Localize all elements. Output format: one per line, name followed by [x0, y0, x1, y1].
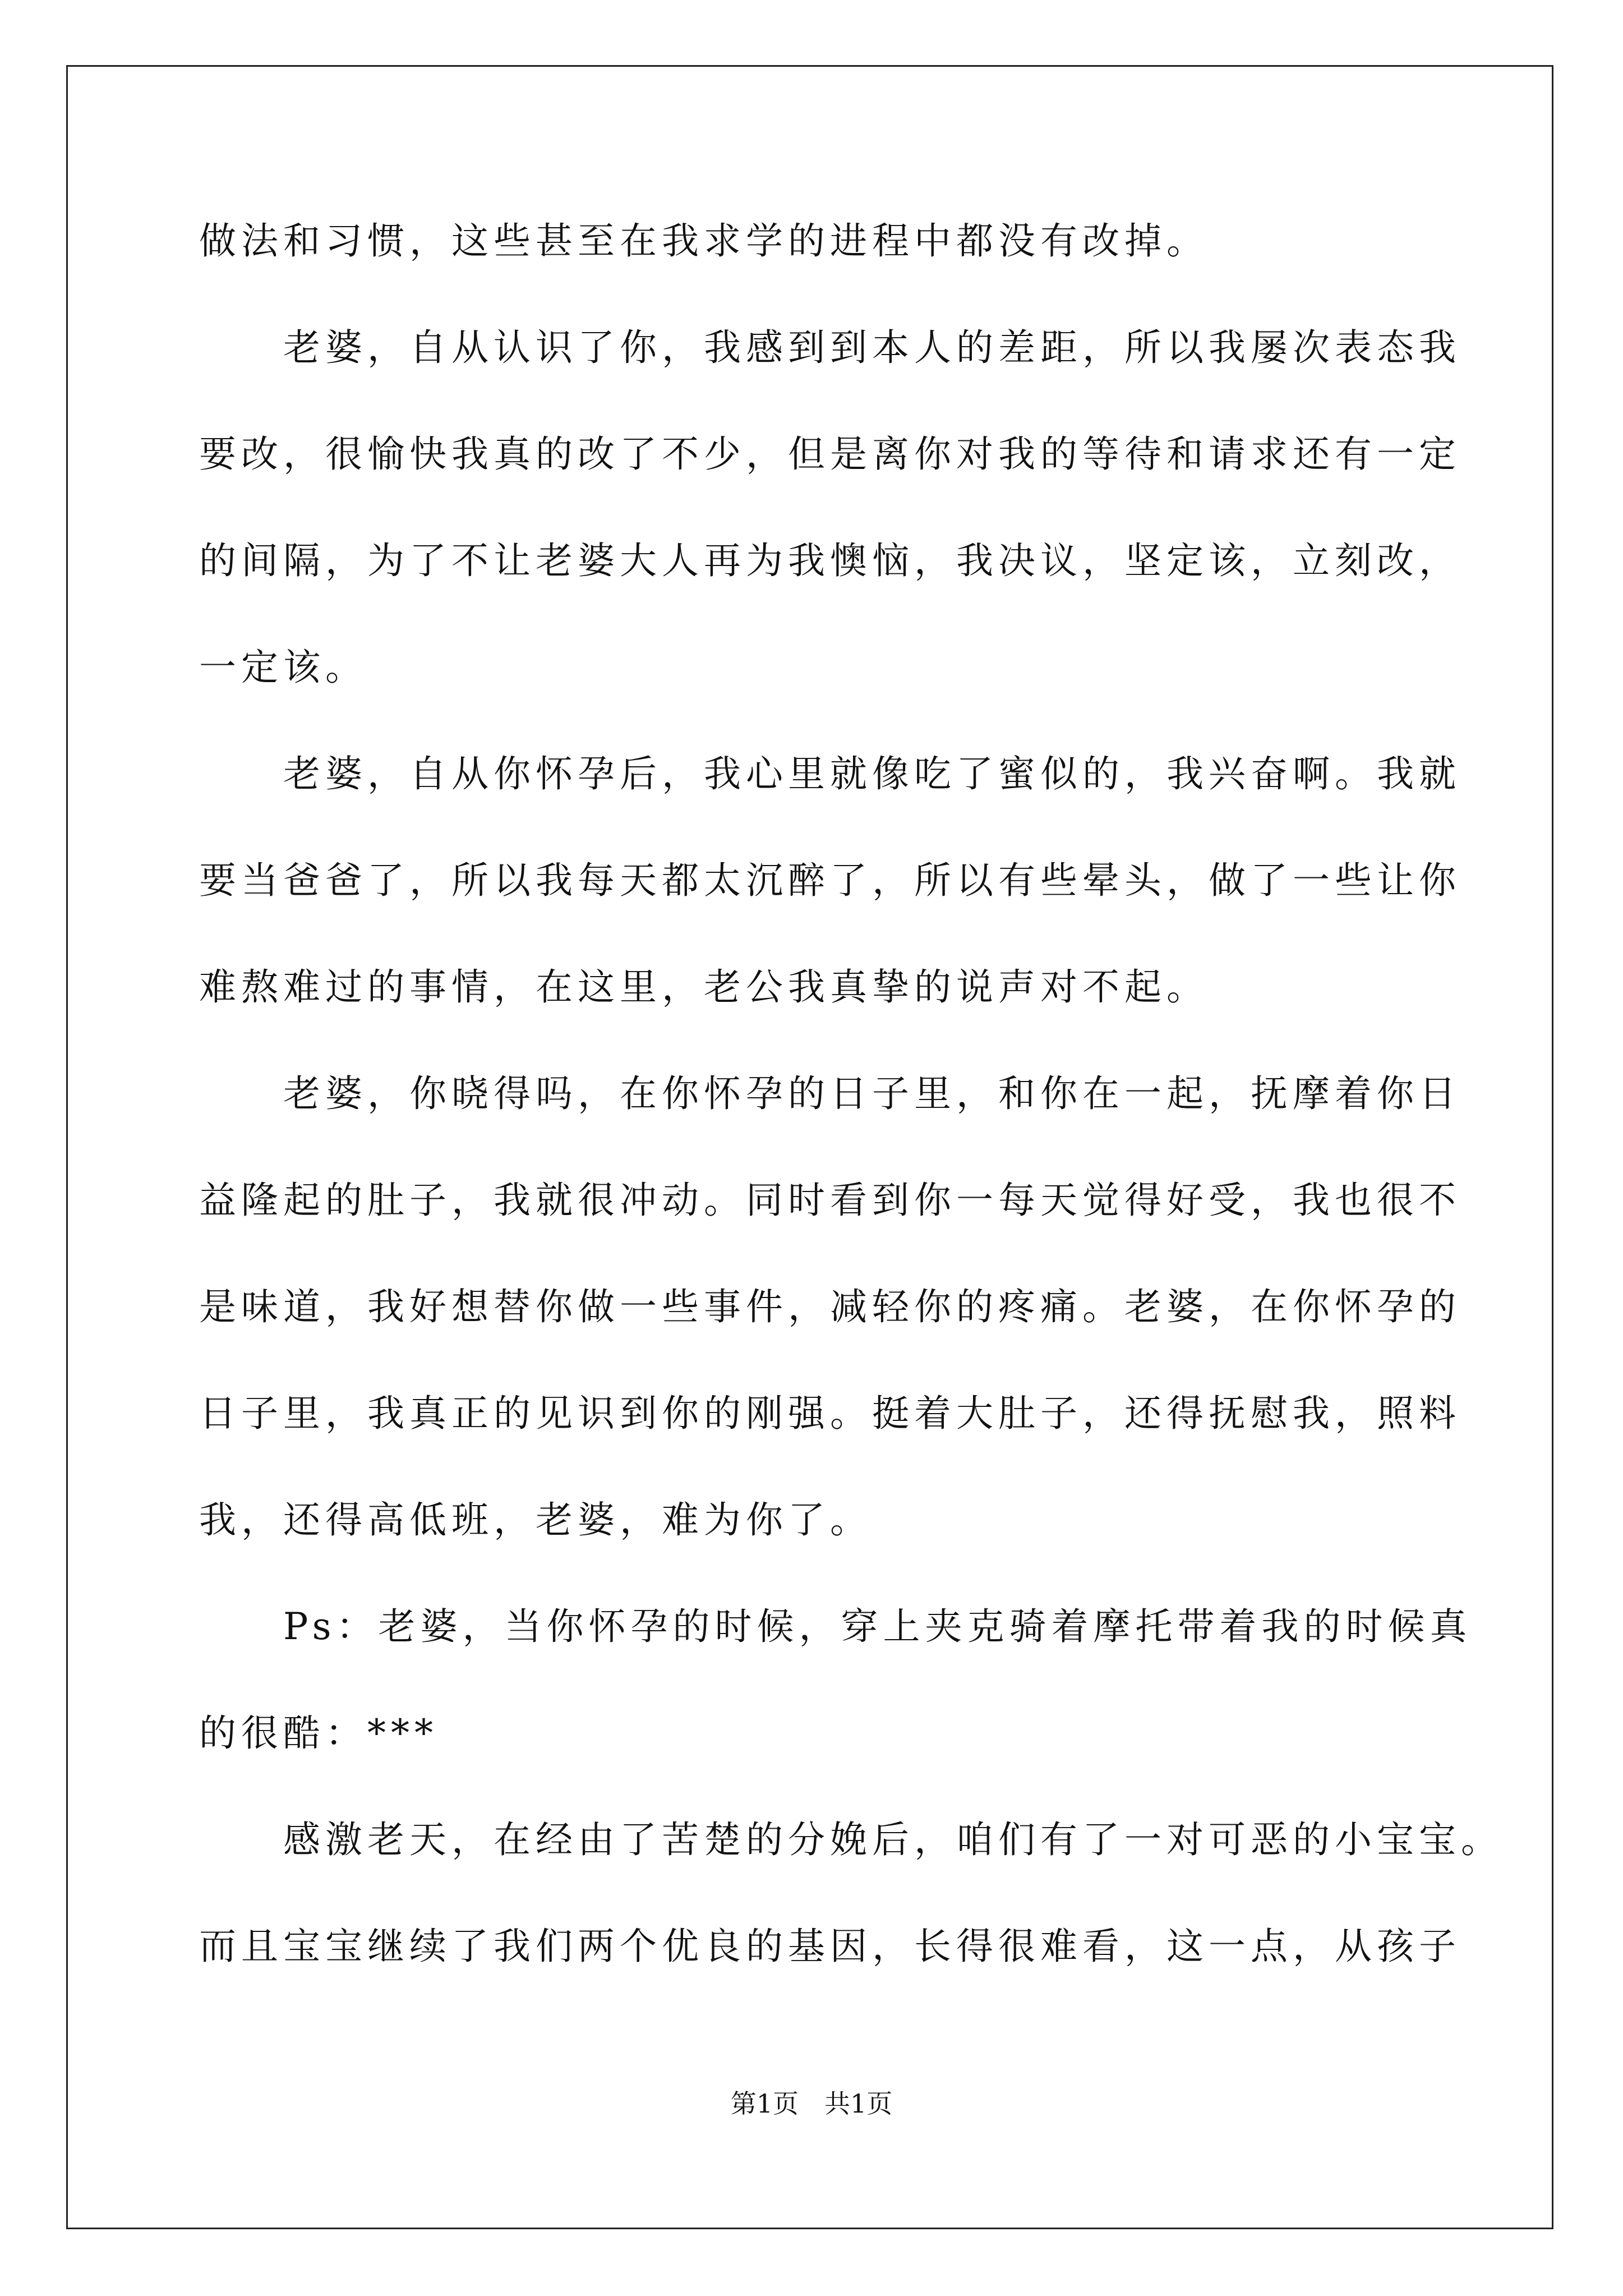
text-line: 益隆起的肚子，我就很冲动。同时看到你一每天觉得好受，我也很不 — [199, 1179, 1461, 1222]
text-line: 感激老天，在经由了苦楚的分娩后，咱们有了一对可恶的小宝宝。 — [199, 1818, 1503, 1861]
text-line: 做法和习惯，这些甚至在我求学的进程中都没有改掉。 — [199, 219, 1209, 263]
text-line: 老婆，自从你怀孕后，我心里就像吃了蜜似的，我兴奋啊。我就 — [199, 752, 1461, 795]
page-border — [66, 65, 1553, 2229]
text-line: 要改，很愉快我真的改了不少，但是离你对我的等待和请求还有一定 — [199, 432, 1461, 476]
text-line: 的很酷：*** — [199, 1711, 438, 1755]
text-line: 老婆，自从认识了你，我感到到本人的差距，所以我屡次表态我 — [199, 326, 1461, 369]
text-line: 难熬难过的事情，在这里，老公我真挚的说声对不起。 — [199, 965, 1209, 1009]
text-line: 老婆，你晓得吗，在你怀孕的日子里，和你在一起，抚摩着你日 — [199, 1072, 1461, 1115]
page-footer: 第1页 共1页 — [730, 2088, 893, 2119]
text-line: 是味道，我好想替你做一些事件，减轻你的疼痛。老婆，在你怀孕的 — [199, 1285, 1461, 1328]
text-line: 日子里，我真正的见识到你的刚强。挺着大肚子，还得抚慰我，照料 — [199, 1392, 1461, 1435]
text-line: 我，还得高低班，老婆，难为你了。 — [199, 1498, 872, 1542]
text-line: 要当爸爸了，所以我每天都太沉醉了，所以有些晕头，做了一些让你 — [199, 859, 1461, 902]
text-line: Ps：老婆，当你怀孕的时候，穿上夹克骑着摩托带着我的时候真 — [199, 1605, 1472, 1648]
text-line: 而且宝宝继续了我们两个优良的基因，长得很难看，这一点，从孩子 — [199, 1925, 1461, 1968]
text-line: 一定该。 — [199, 646, 367, 689]
text-line: 的间隔，为了不让老婆大人再为我懊恼，我决议，坚定该，立刻改， — [199, 539, 1461, 582]
